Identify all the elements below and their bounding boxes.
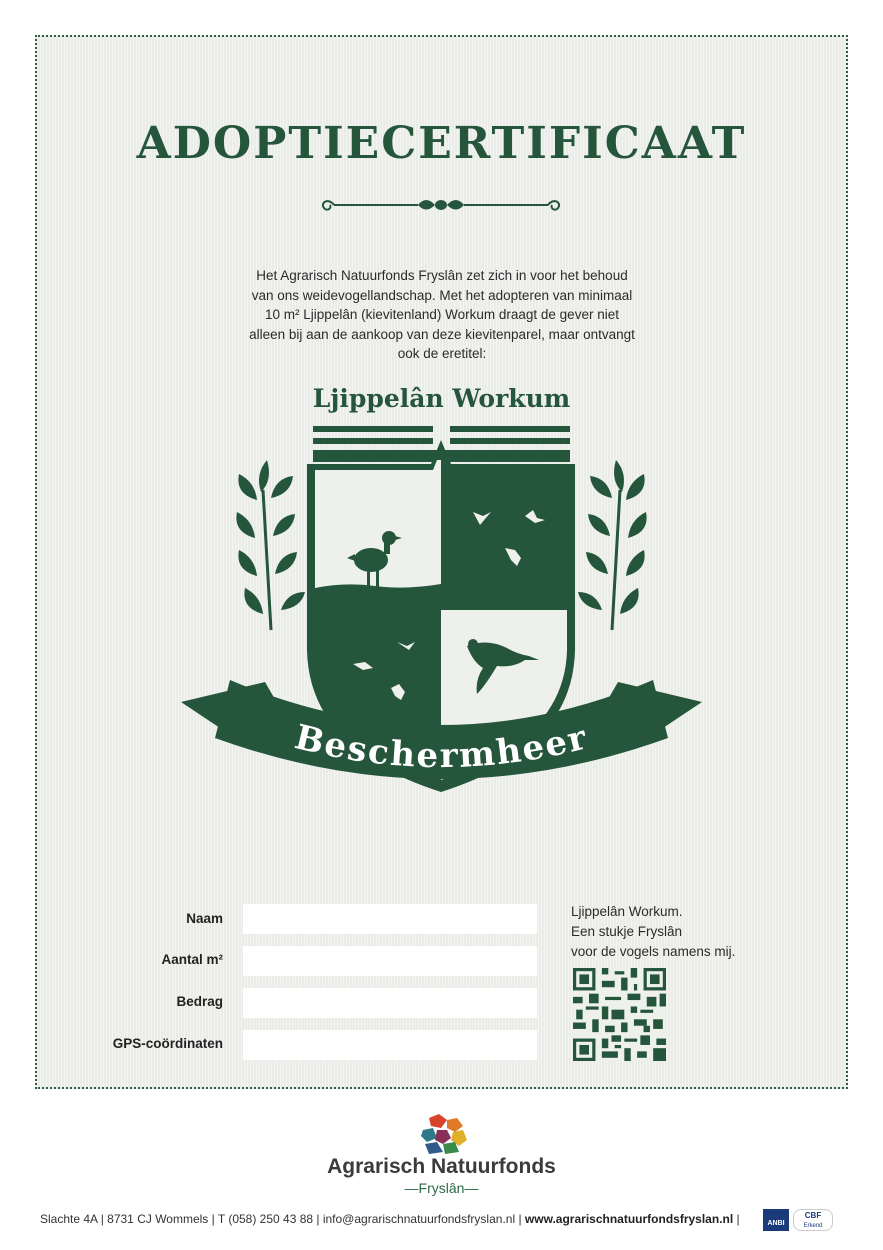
cbf-badge-line2: Erkend bbox=[803, 1223, 823, 1229]
footer-website-link[interactable]: www.agrarischnatuurfondsfryslan.nl bbox=[524, 1212, 734, 1226]
laurel-left-icon bbox=[236, 460, 305, 630]
organization-region: —Fryslân— bbox=[404, 1180, 479, 1196]
crest-emblem bbox=[175, 420, 708, 850]
cbf-badge bbox=[793, 1209, 833, 1231]
footer-address: Slachte 4A | 8731 CJ Wommels | T (058) 250 43 88 | info@agrarischnatuurfondsfryslan.nl | bbox=[40, 1212, 525, 1226]
cbf-badge-line1: CBF bbox=[804, 1211, 822, 1220]
banner-text: Beschermheer bbox=[290, 717, 593, 777]
qr-caption-line3: voor de vogels namens mij. bbox=[571, 944, 736, 959]
bedrag-input[interactable] bbox=[243, 988, 537, 1018]
qr-caption-line1: Ljippelân Workum. bbox=[571, 904, 683, 919]
certificate-title: ADOPTIECERTIFICAAT bbox=[136, 118, 747, 169]
aantal-input[interactable] bbox=[243, 946, 537, 976]
field-label-naam: Naam bbox=[186, 911, 223, 926]
footer-contact bbox=[0, 1212, 883, 1226]
qr-caption-line2: Een stukje Fryslân bbox=[571, 924, 683, 939]
organization-logo-icon bbox=[415, 1112, 469, 1156]
footer-separator: | bbox=[733, 1212, 740, 1226]
qr-caption bbox=[571, 902, 735, 962]
field-label-bedrag: Bedrag bbox=[176, 994, 223, 1009]
gps-input[interactable] bbox=[243, 1030, 537, 1060]
intro-paragraph: Het Agrarisch Natuurfonds Fryslân zet zich in voor het behoud van ons weidevogellandschap. Met het adopteren van minimaal 10 m² Ljippelân (kievitenland) Workum draagt de gever niet alleen bij aan de aankoop van deze kievitenparel, maar ontvangt ook de eretitel: bbox=[249, 268, 635, 361]
ornament-divider bbox=[318, 192, 564, 218]
field-label-gps: GPS-coördinaten bbox=[112, 1036, 223, 1051]
laurel-right-icon bbox=[578, 460, 647, 630]
anbi-badge: ANBI bbox=[763, 1209, 789, 1231]
qr-code-icon[interactable] bbox=[573, 968, 666, 1061]
field-label-aantal: Aantal m² bbox=[161, 952, 223, 967]
organization-name: Agrarisch Natuurfonds bbox=[327, 1155, 556, 1178]
crest-title: Ljippelân Workum bbox=[312, 384, 571, 413]
naam-input[interactable] bbox=[243, 904, 537, 934]
